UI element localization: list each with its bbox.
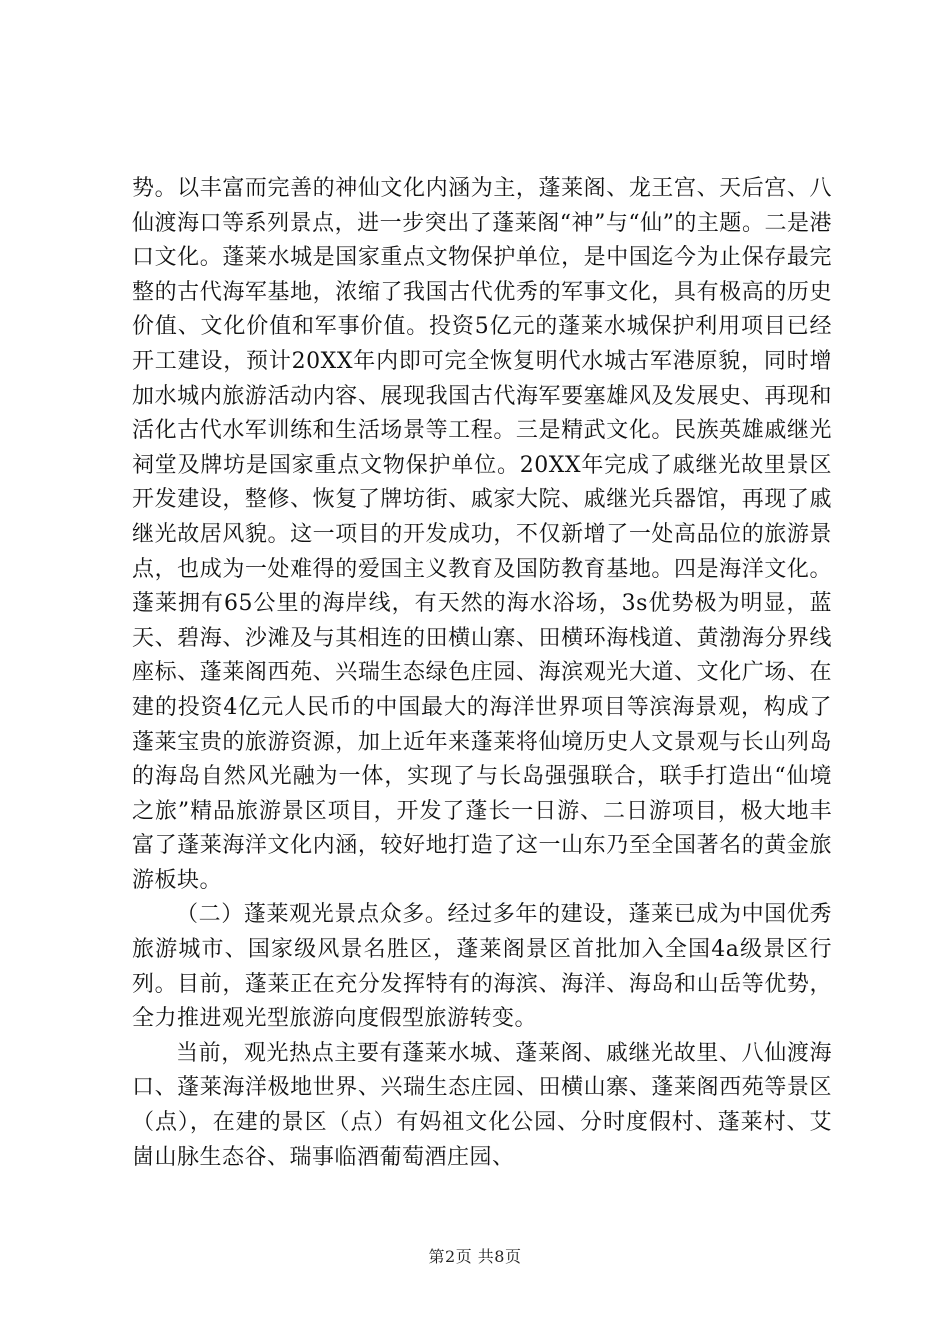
document-body: [132, 172, 832, 1175]
page-footer: 第2页 共8页: [428, 1247, 522, 1266]
paragraph-3: 当前，观光热点主要有蓬莱水城、蓬莱阁、戚继光故里、八仙渡海口、蓬莱海洋极地世界、兴瑞生态庄园、田横山寨、蓬莱阁西苑等景区（点），在建的景区（点）有妈祖文化公园、分时度假村、蓬莱村、艾崮山脉生态谷、瑞事临酒葡萄酒庄园、: [132, 1040, 832, 1170]
paragraph-2: （二）蓬莱观光景点众多。经过多年的建设，蓬莱已成为中国优秀旅游城市、国家级风景名胜区，蓬莱阁景区首批加入全国4a级景区行列。目前，蓬莱正在充分发挥特有的海滨、海洋、海岛和山岳等优势，全力推进观光型旅游向度假型旅游转变。: [132, 902, 832, 1032]
paragraph-1: 势。以丰富而完善的神仙文化内涵为主，蓬莱阁、龙王宫、天后宫、八仙渡海口等系列景点，进一步突出了蓬莱阁“神”与“仙”的主题。二是港口文化。蓬莱水城是国家重点文物保护单位，是中国迄今为止保存最完整的古代海军基地，浓缩了我国古代优秀的军事文化，具有极高的历史价值、文化价值和军事价值。投资5亿元的蓬莱水城保护利用项目已经开工建设，预计20XX年内即可完全恢复明代水城古军港原貌，同时增加水城内旅游活动内容、展现我国古代海军要塞雄风及发展史、再现和活化古代水军训练和生活场景等工程。三是精武文化。民族英雄戚继光祠堂及牌坊是国家重点文物保护单位。20XX年完成了戚继光故里景区开发建设，整修、恢复了牌坊街、戚家大院、戚继光兵器馆，再现了戚继光故居风貌。这一项目的开发成功，不仅新增了一处高品位的旅游景点，也成为一处难得的爱国主义教育及国防教育基地。四是海洋文化。蓬莱拥有65公里的海岸线，有天然的海水浴场，3s优势极为明显，蓝天、碧海、沙滩及与其相连的田横山寨、田横环海栈道、黄渤海分界线座标、蓬莱阁西苑、兴瑞生态绿色庄园、海滨观光大道、文化广场、在建的投资4亿元人民币的中国最大的海洋世界项目等滨海景观，构成了蓬莱宝贵的旅游资源，加上近年来蓬莱将仙境历史人文景观与长山列岛的海岛自然风光融为一体，实现了与长岛强强联合，联手打造出“仙境之旅”精品旅游景区项目，开发了蓬长一日游、二日游项目，极大地丰富了蓬莱海洋文化内涵，较好地打造了这一山东乃至全国著名的黄金旅游板块。: [132, 176, 832, 893]
